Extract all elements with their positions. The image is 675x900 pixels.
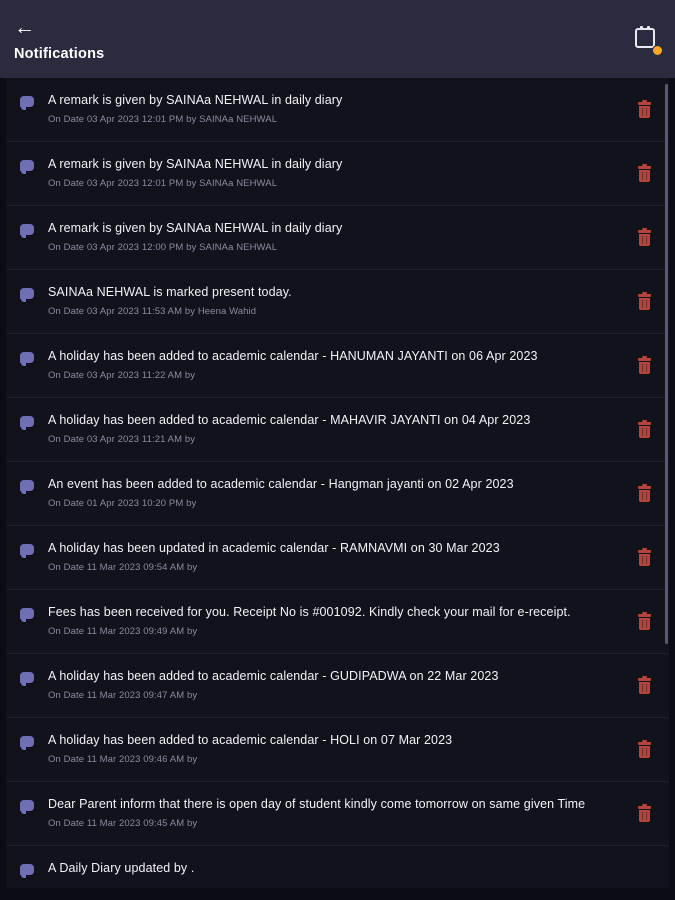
message-bubble-icon [20, 608, 34, 619]
trash-body-icon [639, 618, 650, 630]
notification-title: A remark is given by SAINAa NEHWAL in daily diary [48, 157, 343, 171]
notification-text [48, 92, 621, 126]
message-bubble-icon [20, 96, 34, 107]
trash-icon [638, 230, 651, 233]
notification-title: A holiday has been added to academic calendar - HANUMAN JAYANTI on 06 Apr 2023 [48, 349, 538, 363]
delete-notification-button[interactable] [638, 166, 651, 182]
trash-body-icon [639, 810, 650, 822]
notification-meta: On Date 03 Apr 2023 12:01 PM by SAINAa NEHWAL [48, 178, 278, 189]
notification-row[interactable] [6, 590, 669, 654]
delete-notification-button[interactable] [638, 614, 651, 630]
message-bubble-icon [20, 224, 34, 235]
notifications-list[interactable] [6, 78, 669, 888]
trash-body-icon [639, 746, 650, 758]
notification-meta: On Date 11 Mar 2023 09:45 AM by [48, 818, 198, 829]
notification-row[interactable] [6, 142, 669, 206]
notification-title: SAINAa NEHWAL is marked present today. [48, 285, 292, 299]
bottom-bar [0, 888, 675, 900]
trash-icon [638, 166, 651, 169]
trash-body-icon [639, 682, 650, 694]
delete-notification-button[interactable] [638, 358, 651, 374]
delete-notification-button[interactable] [638, 550, 651, 566]
trash-icon [638, 422, 651, 425]
notification-title: A holiday has been updated in academic calendar - RAMNAVMI on 30 Mar 2023 [48, 541, 500, 555]
notification-title: A Daily Diary updated by . [48, 861, 195, 875]
message-bubble-icon [20, 416, 34, 427]
notification-title: A holiday has been added to academic calendar - HOLI on 07 Mar 2023 [48, 733, 453, 747]
notification-row[interactable] [6, 526, 669, 590]
trash-icon [638, 678, 651, 681]
app-header [0, 0, 675, 78]
trash-body-icon [639, 234, 650, 246]
notification-row[interactable] [6, 334, 669, 398]
message-bubble-icon [20, 480, 34, 491]
notification-meta: On Date 11 Mar 2023 09:54 AM by [48, 562, 198, 573]
trash-body-icon [639, 490, 650, 502]
message-bubble-icon [20, 352, 34, 363]
message-bubble-icon [20, 800, 34, 811]
notification-meta: On Date 11 Mar 2023 09:49 AM by [48, 626, 198, 637]
notification-row[interactable] [6, 78, 669, 142]
trash-icon [638, 614, 651, 617]
notification-text [48, 540, 621, 574]
notification-meta: On Date 03 Apr 2023 11:53 AM by Heena Wahid [48, 306, 257, 317]
notification-meta: On Date 03 Apr 2023 12:01 PM by SAINAa NEHWAL [48, 114, 278, 125]
back-arrow-icon[interactable]: ← [14, 16, 35, 39]
trash-body-icon [639, 554, 650, 566]
delete-notification-button[interactable] [638, 678, 651, 694]
trash-icon [638, 358, 651, 361]
notification-meta: On Date 01 Apr 2023 10:20 PM by [48, 498, 197, 509]
trash-body-icon [639, 170, 650, 182]
delete-notification-button[interactable] [638, 422, 651, 438]
notification-text [48, 796, 621, 830]
message-bubble-icon [20, 160, 34, 171]
notification-meta: On Date 03 Apr 2023 11:22 AM by [48, 370, 196, 381]
notification-title: Dear Parent inform that there is open day of student kindly come tomorrow on same given Time [48, 797, 586, 811]
notification-title: A remark is given by SAINAa NEHWAL in daily diary [48, 93, 343, 107]
delete-notification-button[interactable] [638, 230, 651, 246]
notification-title: A holiday has been added to academic calendar - MAHAVIR JAYANTI on 04 Apr 2023 [48, 413, 531, 427]
notification-title: A remark is given by SAINAa NEHWAL in daily diary [48, 221, 343, 235]
calendar-icon[interactable] [635, 28, 661, 54]
trash-body-icon [639, 298, 650, 310]
notification-row[interactable] [6, 462, 669, 526]
notification-meta: On Date 03 Apr 2023 11:21 AM by [48, 434, 196, 445]
notifications-list-container [0, 78, 675, 888]
notification-row[interactable] [6, 398, 669, 462]
delete-notification-button[interactable] [638, 486, 651, 502]
message-bubble-icon [20, 672, 34, 683]
notification-text [48, 284, 621, 318]
calendar-glyph [635, 28, 655, 48]
delete-notification-button[interactable] [638, 294, 651, 310]
notification-text [48, 156, 621, 190]
notification-text [48, 732, 621, 766]
notification-meta: On Date 11 Mar 2023 09:47 AM by [48, 690, 198, 701]
notification-row[interactable] [6, 206, 669, 270]
trash-icon [638, 742, 651, 745]
delete-notification-button[interactable] [638, 742, 651, 758]
notification-row[interactable] [6, 782, 669, 846]
delete-notification-button[interactable] [638, 102, 651, 118]
notification-text [48, 668, 621, 702]
notification-title: Fees has been received for you. Receipt No is #001092. Kindly check your mail for e-receipt. [48, 605, 571, 619]
notification-title: An event has been added to academic calendar - Hangman jayanti on 02 Apr 2023 [48, 477, 514, 491]
vertical-scrollbar[interactable] [665, 84, 668, 644]
notification-text [48, 604, 621, 638]
trash-body-icon [639, 362, 650, 374]
trash-icon [638, 806, 651, 809]
trash-icon [638, 102, 651, 105]
notification-text [48, 476, 621, 510]
notification-row[interactable] [6, 654, 669, 718]
trash-icon [638, 550, 651, 553]
notification-text [48, 348, 621, 382]
notification-row[interactable] [6, 846, 669, 888]
message-bubble-icon [20, 864, 34, 875]
notification-row[interactable] [6, 718, 669, 782]
notification-row[interactable] [6, 270, 669, 334]
notification-text [48, 220, 621, 254]
page-title: Notifications [14, 46, 105, 62]
delete-notification-button[interactable] [638, 806, 651, 822]
message-bubble-icon [20, 544, 34, 555]
message-bubble-icon [20, 736, 34, 747]
notification-text [48, 860, 621, 881]
notification-meta: On Date 11 Mar 2023 09:46 AM by [48, 754, 198, 765]
trash-body-icon [639, 106, 650, 118]
notification-title: A holiday has been added to academic calendar - GUDIPADWA on 22 Mar 2023 [48, 669, 499, 683]
message-bubble-icon [20, 288, 34, 299]
trash-body-icon [639, 426, 650, 438]
calendar-badge [652, 45, 663, 56]
trash-icon [638, 486, 651, 489]
notification-meta: On Date 03 Apr 2023 12:00 PM by SAINAa NEHWAL [48, 242, 278, 253]
trash-icon [638, 294, 651, 297]
notification-text [48, 412, 621, 446]
